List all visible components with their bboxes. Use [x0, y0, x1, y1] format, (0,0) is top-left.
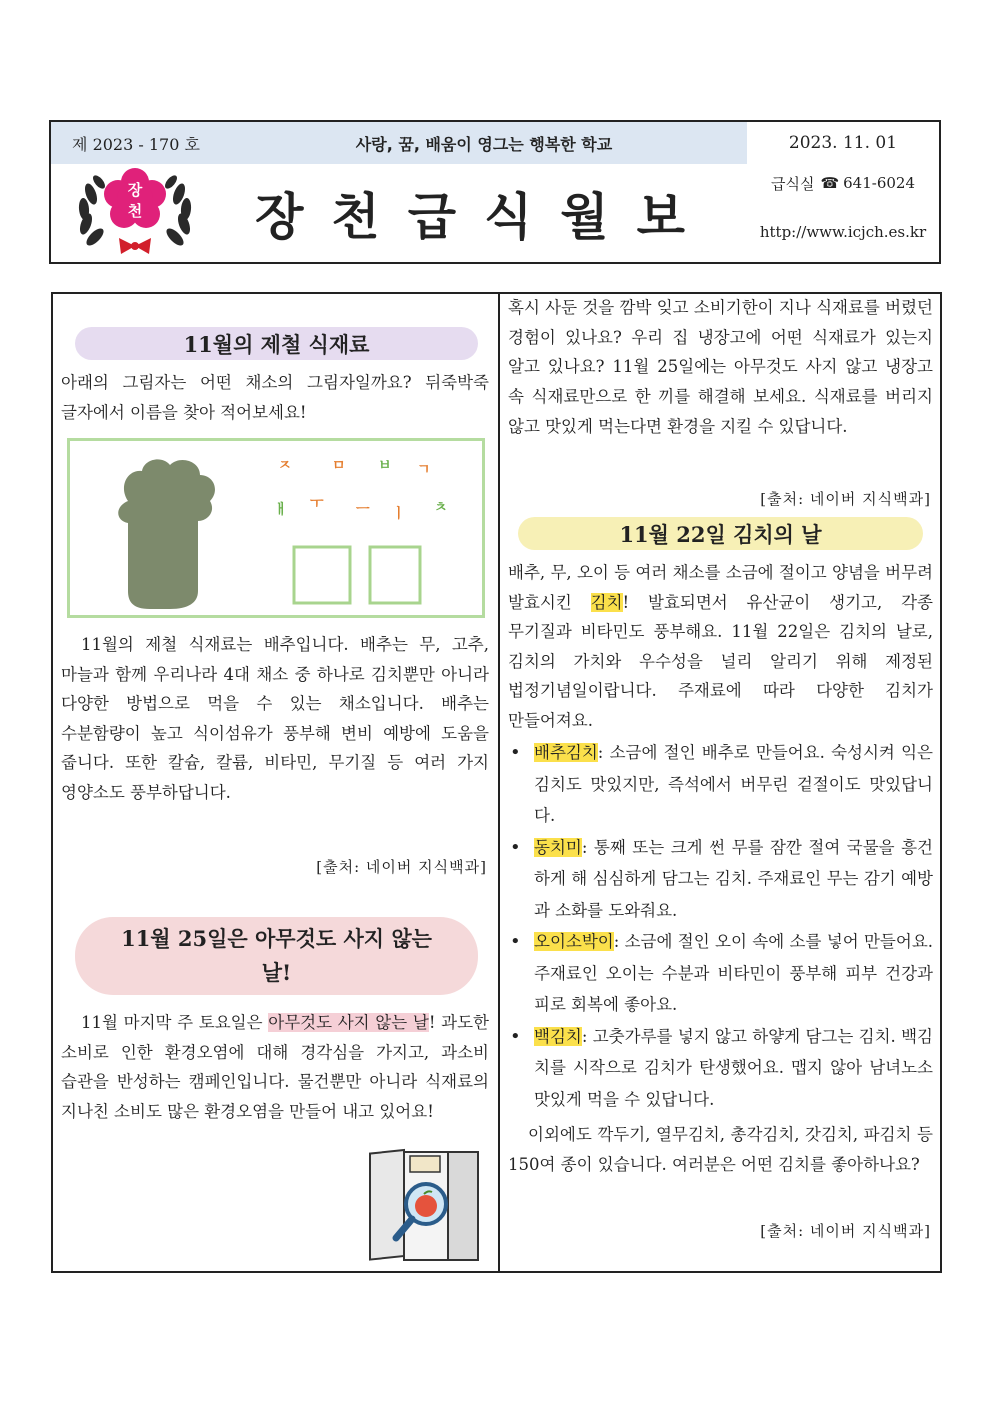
source-citation: [출처: 네이버 지식백과] — [760, 1222, 931, 1240]
puzzle-letter: ㅂ — [378, 458, 392, 474]
list-item — [534, 832, 933, 927]
kimchi-name: 백김치 — [534, 1026, 582, 1046]
kimchi-body-post: ! 발효되면서 유산균이 생기고, 각종 무기질과 비타민도 풍부해요. 11월 22일은 김치의 날로, 김치의 가치와 우수성을 널리 알리기 위해 제정된 법정기념일이랍니다. 주재료에 따라 다양한 김치가 만들어져요. — [508, 592, 933, 730]
kimchi-highlight: 김치 — [590, 592, 623, 612]
kimchi-desc: : 통째 또는 크게 썬 무를 잠깐 절여 국물을 흥건하게 해 심심하게 담그는 김치. 주재료인 무는 감기 예방과 소화를 도와줘요. — [534, 837, 933, 920]
kimchi-desc: : 소금에 절인 배추로 만들어요. 숙성시켜 익은 김치도 맛있지만, 즉석에서 버무린 겉절이도 맛있답니다. — [534, 743, 933, 825]
answer-box-1[interactable] — [294, 547, 350, 603]
column-divider — [498, 294, 500, 1271]
newsletter-header — [49, 120, 941, 264]
logo-char-1: 장 — [127, 181, 143, 199]
buy-nothing-continued: 혹시 사둔 것을 깜박 잊고 소비기한이 지나 식재료를 버렸던 경험이 있나요? 우리 집 냉장고에 어떤 식재료가 있는지 알고 있나요? 11월 25일에는 아무것도 사지 않고 냉장고 속 식재료만으로 한 끼를 해결해 보세요. 식재료를 버리지 않고 맛있게 먹는다면 환경을 지킬 수 있답니다. — [508, 298, 933, 436]
kimchi-name: 오이소박이 — [534, 932, 614, 951]
cabbage-shadow-icon — [118, 459, 215, 609]
school-url[interactable]: http://www.icjch.es.kr — [759, 223, 927, 241]
buy-nothing-body-pre: 11월 마지막 주 토요일은 — [81, 1013, 269, 1032]
section-title-buy-nothing — [75, 917, 478, 995]
buy-nothing-highlight: 아무것도 사지 않는 날 — [268, 1013, 429, 1032]
puzzle-letter: ㅊ — [434, 500, 448, 516]
phone-icon: ☎ — [820, 174, 840, 192]
issue-date: 2023. 11. 01 — [788, 133, 898, 153]
kimchi-desc: : 고춧가루를 넣지 않고 하얗게 담그는 김치. 백김치를 시작으로 김치가 탄생했어요. 맵지 않아 남녀노소 맛있게 먹을 수 있답니다. — [534, 1026, 933, 1109]
list-item — [534, 926, 933, 1021]
kimchi-body — [508, 558, 933, 735]
buy-nothing-body — [61, 1008, 489, 1126]
source-citation: [출처: 네이버 지식백과] — [316, 858, 487, 876]
section-title-seasonal: 11월의 제철 식재료 — [75, 327, 478, 360]
contact-phone — [747, 164, 939, 202]
section-title-kimchi-day: 11월 22일 김치의 날 — [518, 517, 923, 550]
buy-nothing-body-post: ! 과도한 소비로 인한 환경오염에 대해 경각심을 가지고, 과소비 습관을 반성하는 캠페인입니다. 물건뿐만 아니라 식재료의 지나친 소비도 많은 환경오염을 만들어 내고 있어요! — [61, 1013, 489, 1121]
newsletter-title: 장천급식월보 — [255, 188, 713, 246]
seasonal-intro: 아래의 그림자는 어떤 채소의 그림자일까요? 뒤죽박죽 글자에서 이름을 찾아 적어보세요! — [61, 373, 489, 422]
puzzle-letter: ㅈ — [278, 458, 292, 474]
school-motto: 사랑, 꿈, 배움이 영그는 행복한 학교 — [221, 122, 747, 164]
buy-nothing-title-line2: 날! — [261, 960, 292, 985]
logo-char-2: 천 — [127, 202, 143, 220]
fridge-magnifier-icon — [366, 1146, 484, 1264]
puzzle-letter: ㅣ — [392, 506, 406, 522]
kimchi-desc: : 소금에 절인 오이 속에 소를 넣어 만들어요. 주재료인 오이는 수분과 비타민이 풍부해 피부 건강과 피로 회복에 좋아요. — [534, 932, 933, 1014]
phone-number: 641-6024 — [843, 174, 916, 192]
phone-label: 급식실 — [770, 174, 815, 193]
puzzle-letter: ㅁ — [332, 458, 346, 474]
content-box — [51, 292, 942, 1273]
list-item — [534, 737, 933, 832]
kimchi-body-pre: 배추, 무, 오이 등 여러 채소를 소금에 절이고 양념을 버무려 발효시킨 — [508, 563, 933, 612]
source-citation: [출처: 네이버 지식백과] — [760, 490, 931, 508]
puzzle-letter: ㅐ — [274, 502, 288, 518]
kimchi-outro: 이외에도 깍두기, 열무김치, 총각김치, 갓김치, 파김치 등 150여 종이 있습니다. 여러분은 어떤 김치를 좋아하나요? — [508, 1125, 933, 1174]
buy-nothing-title-line1: 11월 25일은 아무것도 사지 않는 — [121, 926, 432, 951]
puzzle-letter: ㅜ — [310, 496, 324, 512]
school-logo — [51, 164, 221, 262]
kimchi-name: 배추김치 — [534, 743, 598, 762]
list-item — [534, 1021, 933, 1116]
puzzle-letter: ㅡ — [356, 502, 370, 518]
issue-number: 제 2023 - 170 호 — [51, 122, 221, 164]
puzzle-box — [67, 438, 485, 618]
answer-box-2[interactable] — [370, 547, 420, 603]
kimchi-list — [508, 737, 933, 1115]
puzzle-letter: ㄱ — [417, 462, 431, 478]
seasonal-body: 11월의 제철 식재료는 배추입니다. 배추는 무, 고추, 마늘과 함께 우리나라 4대 채소 중 하나로 김치뿐만 아니라 다양한 방법으로 먹을 수 있는 채소입니다. 배추는 수분함량이 높고 식이섬유가 풍부해 변비 예방에 도움을 줍니다. 또한 칼슘, 칼륨, 비타민, 무기질 등 여러 가지 영양소도 풍부하답니다. — [61, 635, 489, 802]
kimchi-name: 동치미 — [534, 837, 582, 857]
laurel-emblem-icon — [51, 164, 219, 262]
